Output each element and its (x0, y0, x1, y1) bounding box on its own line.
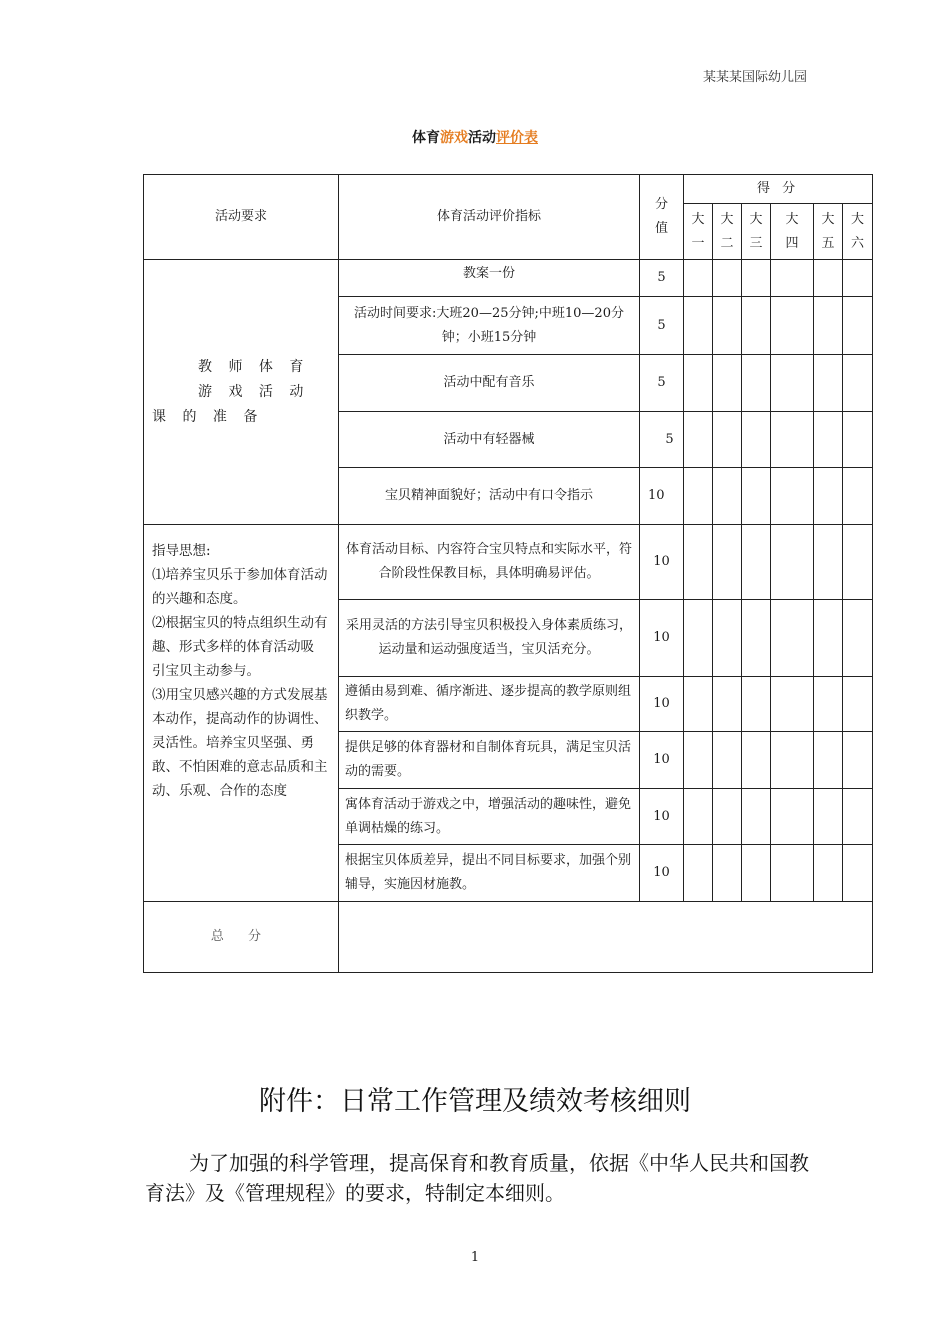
points-cell[interactable] (771, 525, 814, 600)
points-cell[interactable] (843, 732, 873, 789)
points-cell[interactable] (713, 789, 742, 845)
points-cell[interactable] (742, 600, 771, 677)
points-cell[interactable] (742, 412, 771, 468)
indicator-cell: 活动中有轻器械 (339, 412, 640, 468)
points-cell[interactable] (814, 677, 843, 732)
indicator-cell: 体育活动目标、内容符合宝贝特点和实际水平，符合阶段性保教目标，具体明确易评估。 (339, 525, 640, 600)
points-cell[interactable] (771, 260, 814, 297)
points-cell[interactable] (843, 600, 873, 677)
points-cell[interactable] (713, 260, 742, 297)
points-cell[interactable] (684, 677, 713, 732)
points-cell[interactable] (713, 600, 742, 677)
indicator-cell: 采用灵活的方法引导宝贝积极投入身体素质练习，运动量和运动强度适当，宝贝活充分。 (339, 600, 640, 677)
points-cell[interactable] (843, 412, 873, 468)
appendix-title: 附件：日常工作管理及绩效考核细则 (259, 1086, 691, 1117)
title-part-3: 活动 (468, 130, 496, 146)
points-cell[interactable] (771, 732, 814, 789)
points-cell[interactable] (713, 732, 742, 789)
points-cell[interactable] (814, 600, 843, 677)
points-cell[interactable] (684, 845, 713, 902)
points-cell[interactable] (684, 412, 713, 468)
class-header: 大 二 (713, 204, 742, 260)
points-cell[interactable] (771, 845, 814, 902)
class-header: 大 六 (843, 204, 873, 260)
score-cell: 5 (640, 260, 684, 297)
indicator-cell: 遵循由易到难、循序渐进、逐步提高的教学原则组织教学。 (339, 677, 640, 732)
points-cell[interactable] (713, 297, 742, 355)
points-cell[interactable] (684, 260, 713, 297)
header-score-line-2: 值 (654, 221, 668, 236)
points-cell[interactable] (742, 677, 771, 732)
points-cell[interactable] (742, 732, 771, 789)
total-value-cell[interactable] (339, 902, 873, 973)
header-score-line-1: 分 (654, 197, 668, 212)
points-cell[interactable] (771, 600, 814, 677)
points-cell[interactable] (742, 789, 771, 845)
points-cell[interactable] (814, 845, 843, 902)
document-title (0, 127, 950, 147)
points-cell[interactable] (843, 789, 873, 845)
points-cell[interactable] (843, 525, 873, 600)
indicator-cell: 根据宝贝体质差异，提出不同目标要求，加强个别辅导，实施因材施教。 (339, 845, 640, 902)
points-cell[interactable] (843, 355, 873, 412)
points-cell[interactable] (713, 525, 742, 600)
points-cell[interactable] (684, 525, 713, 600)
points-cell[interactable] (684, 789, 713, 845)
page-number: 1 (470, 1250, 480, 1265)
points-cell[interactable] (771, 355, 814, 412)
score-cell: 10 (640, 845, 684, 902)
points-cell[interactable] (684, 600, 713, 677)
total-label: 总 分 (144, 902, 339, 973)
points-cell[interactable] (843, 468, 873, 525)
title-part-2: 游戏 (440, 130, 468, 146)
score-cell: 10 (640, 732, 684, 789)
points-cell[interactable] (713, 355, 742, 412)
class-header: 大 四 (771, 204, 814, 260)
indicator-cell: 活动时间要求:大班20—25分钟;中班10—20分钟；小班15分钟 (339, 297, 640, 355)
indicator-cell: 寓体育活动于游戏之中，增强活动的趣味性，避免单调枯燥的练习。 (339, 789, 640, 845)
indicator-cell: 提供足够的体育器材和自制体育玩具，满足宝贝活动的需要。 (339, 732, 640, 789)
points-cell[interactable] (713, 412, 742, 468)
appendix-paragraph: 为了加强的科学管理，提高保育和教育质量，依据《中华人民共和国教育法》及《管理规程》的要求，特制定本细则。 (145, 1151, 809, 1205)
score-cell: 5 (640, 355, 684, 412)
points-cell[interactable] (713, 845, 742, 902)
header-row-1 (144, 175, 873, 204)
points-cell[interactable] (742, 468, 771, 525)
points-cell[interactable] (742, 260, 771, 297)
header-score (640, 175, 684, 260)
indicator-cell: 宝贝精神面貌好；活动中有口令指示 (339, 468, 640, 525)
points-cell[interactable] (713, 677, 742, 732)
score-cell: 5 (640, 412, 684, 468)
points-cell[interactable] (814, 412, 843, 468)
score-cell: 5 (640, 297, 684, 355)
header-requirement: 活动要求 (144, 175, 339, 260)
points-cell[interactable] (742, 355, 771, 412)
points-cell[interactable] (814, 297, 843, 355)
points-cell[interactable] (814, 789, 843, 845)
points-cell[interactable] (771, 789, 814, 845)
points-cell[interactable] (771, 412, 814, 468)
points-cell[interactable] (814, 732, 843, 789)
points-cell[interactable] (684, 297, 713, 355)
points-cell[interactable] (843, 260, 873, 297)
score-cell: 10 (640, 600, 684, 677)
class-header: 大 一 (684, 204, 713, 260)
header-indicator: 体育活动评价指标 (339, 175, 640, 260)
points-cell[interactable] (814, 260, 843, 297)
points-cell[interactable] (742, 845, 771, 902)
score-cell: 10 (640, 468, 684, 525)
indicator-cell: 活动中配有音乐 (339, 355, 640, 412)
points-cell[interactable] (742, 297, 771, 355)
points-cell[interactable] (814, 468, 843, 525)
class-header: 大 五 (814, 204, 843, 260)
class-header: 大 三 (742, 204, 771, 260)
section-2-requirement: 指导思想: ⑴培养宝贝乐于参加体育活动的兴趣和态度。 ⑵根据宝贝的特点组织生动有趣、形式多样的体育活动吸 引宝贝主动参与。 ⑶用宝贝感兴趣的方式发展基本动作，提高动作的协调性、灵活性。培养宝贝坚强、勇敢、不怕困难的意志品质和主动、乐观、合作的态度 (144, 525, 339, 902)
table-row (144, 260, 873, 297)
points-cell[interactable] (771, 468, 814, 525)
score-cell: 10 (640, 677, 684, 732)
points-cell[interactable] (713, 468, 742, 525)
title-part-1: 体育 (412, 130, 440, 146)
points-cell[interactable] (843, 845, 873, 902)
points-cell[interactable] (684, 732, 713, 789)
organization-name: 某某某国际幼儿园 (702, 70, 807, 85)
section-1-requirement: 教 师 体 育 游 戏 活 动 课 的 准 备 (144, 260, 339, 525)
table-row (144, 525, 873, 600)
points-cell[interactable] (742, 525, 771, 600)
score-cell: 10 (640, 525, 684, 600)
points-cell[interactable] (684, 468, 713, 525)
score-cell: 10 (640, 789, 684, 845)
points-cell[interactable] (843, 297, 873, 355)
points-cell[interactable] (771, 677, 814, 732)
header-points: 得 分 (684, 175, 873, 204)
points-cell[interactable] (684, 355, 713, 412)
evaluation-table (143, 174, 873, 973)
points-cell[interactable] (814, 355, 843, 412)
points-cell[interactable] (771, 297, 814, 355)
title-part-4: 评价表 (496, 130, 538, 146)
points-cell[interactable] (814, 525, 843, 600)
indicator-cell: 教案一份 (339, 260, 640, 297)
points-cell[interactable] (843, 677, 873, 732)
total-row (144, 902, 873, 973)
